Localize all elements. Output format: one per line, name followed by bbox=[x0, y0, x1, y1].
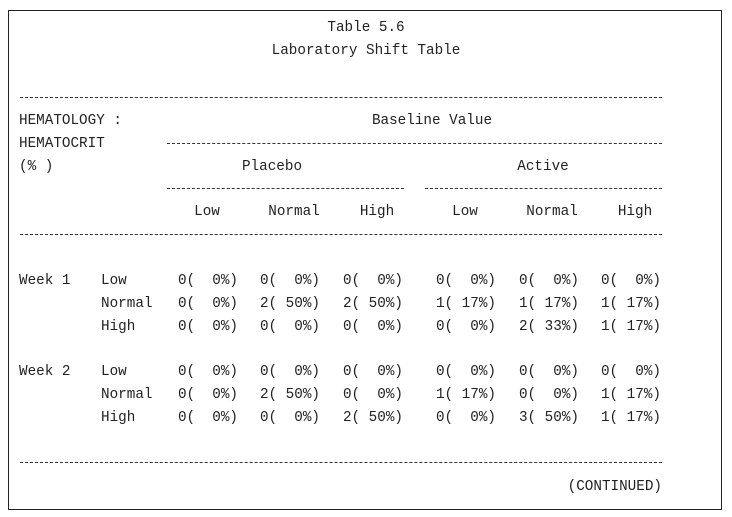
bottom-rule bbox=[20, 462, 662, 463]
row-label: Normal bbox=[101, 387, 153, 403]
col-placebo-low: Low bbox=[194, 204, 220, 220]
table-number: Table 5.6 bbox=[327, 20, 405, 36]
table-cell: 0( 0%) bbox=[518, 387, 579, 403]
table-cell: 0( 0%) bbox=[177, 319, 238, 335]
group-placebo: Placebo bbox=[241, 159, 303, 175]
table-cell: 2( 33%) bbox=[518, 319, 579, 335]
table-cell: 0( 0%) bbox=[177, 296, 238, 312]
row-label: High bbox=[101, 410, 136, 426]
table-cell: 0( 0%) bbox=[342, 387, 403, 403]
table-cell: 1( 17%) bbox=[600, 296, 661, 312]
top-rule bbox=[20, 97, 662, 98]
table-cell: 0( 0%) bbox=[435, 273, 496, 289]
table-cell: 1( 17%) bbox=[435, 296, 496, 312]
parameter-name: HEMATOCRIT bbox=[19, 136, 105, 152]
table-cell: 0( 0%) bbox=[518, 273, 579, 289]
table-cell: 0( 0%) bbox=[600, 273, 661, 289]
table-cell: 0( 0%) bbox=[435, 410, 496, 426]
table-cell: 1( 17%) bbox=[600, 410, 661, 426]
col-active-normal: Normal bbox=[526, 204, 578, 220]
table-cell: 0( 0%) bbox=[435, 319, 496, 335]
table-cell: 0( 0%) bbox=[259, 410, 320, 426]
table-cell: 0( 0%) bbox=[177, 410, 238, 426]
table-cell: 2( 50%) bbox=[259, 296, 320, 312]
table-cell: 1( 17%) bbox=[518, 296, 579, 312]
week-label: Week 2 bbox=[19, 364, 71, 380]
group-active: Active bbox=[517, 159, 569, 175]
table-cell: 0( 0%) bbox=[177, 364, 238, 380]
table-cell: 0( 0%) bbox=[177, 273, 238, 289]
parameter-category: HEMATOLOGY : bbox=[19, 113, 122, 129]
row-label: Low bbox=[101, 273, 127, 289]
col-active-high: High bbox=[617, 204, 653, 220]
row-label: Normal bbox=[101, 296, 153, 312]
table-cell: 0( 0%) bbox=[259, 319, 320, 335]
table-cell: 0( 0%) bbox=[259, 273, 320, 289]
table-cell: 0( 0%) bbox=[518, 364, 579, 380]
table-cell: 0( 0%) bbox=[259, 364, 320, 380]
table-cell: 0( 0%) bbox=[342, 273, 403, 289]
table-cell: 2( 50%) bbox=[259, 387, 320, 403]
week-label: Week 1 bbox=[19, 273, 71, 289]
spanner-rule bbox=[167, 143, 662, 144]
placebo-rule bbox=[167, 188, 404, 189]
parameter-unit: (% ) bbox=[19, 159, 54, 175]
baseline-spanner: Baseline Value bbox=[371, 113, 493, 129]
active-rule bbox=[425, 188, 662, 189]
table-cell: 0( 0%) bbox=[177, 387, 238, 403]
table-cell: 2( 50%) bbox=[342, 296, 403, 312]
table-cell: 0( 0%) bbox=[342, 364, 403, 380]
row-label: Low bbox=[101, 364, 127, 380]
header-rule bbox=[20, 234, 662, 235]
row-label: High bbox=[101, 319, 136, 335]
col-placebo-normal: Normal bbox=[268, 204, 320, 220]
continued-label: (CONTINUED) bbox=[567, 479, 662, 495]
table-cell: 0( 0%) bbox=[600, 364, 661, 380]
table-cell: 1( 17%) bbox=[600, 319, 661, 335]
table-cell: 0( 0%) bbox=[435, 364, 496, 380]
col-active-low: Low bbox=[452, 204, 478, 220]
table-cell: 1( 17%) bbox=[600, 387, 661, 403]
table-cell: 3( 50%) bbox=[518, 410, 579, 426]
col-placebo-high: High bbox=[359, 204, 395, 220]
table-cell: 0( 0%) bbox=[342, 319, 403, 335]
table-title: Laboratory Shift Table bbox=[271, 43, 461, 59]
page-frame bbox=[8, 10, 722, 510]
table-cell: 2( 50%) bbox=[342, 410, 403, 426]
table-cell: 1( 17%) bbox=[435, 387, 496, 403]
